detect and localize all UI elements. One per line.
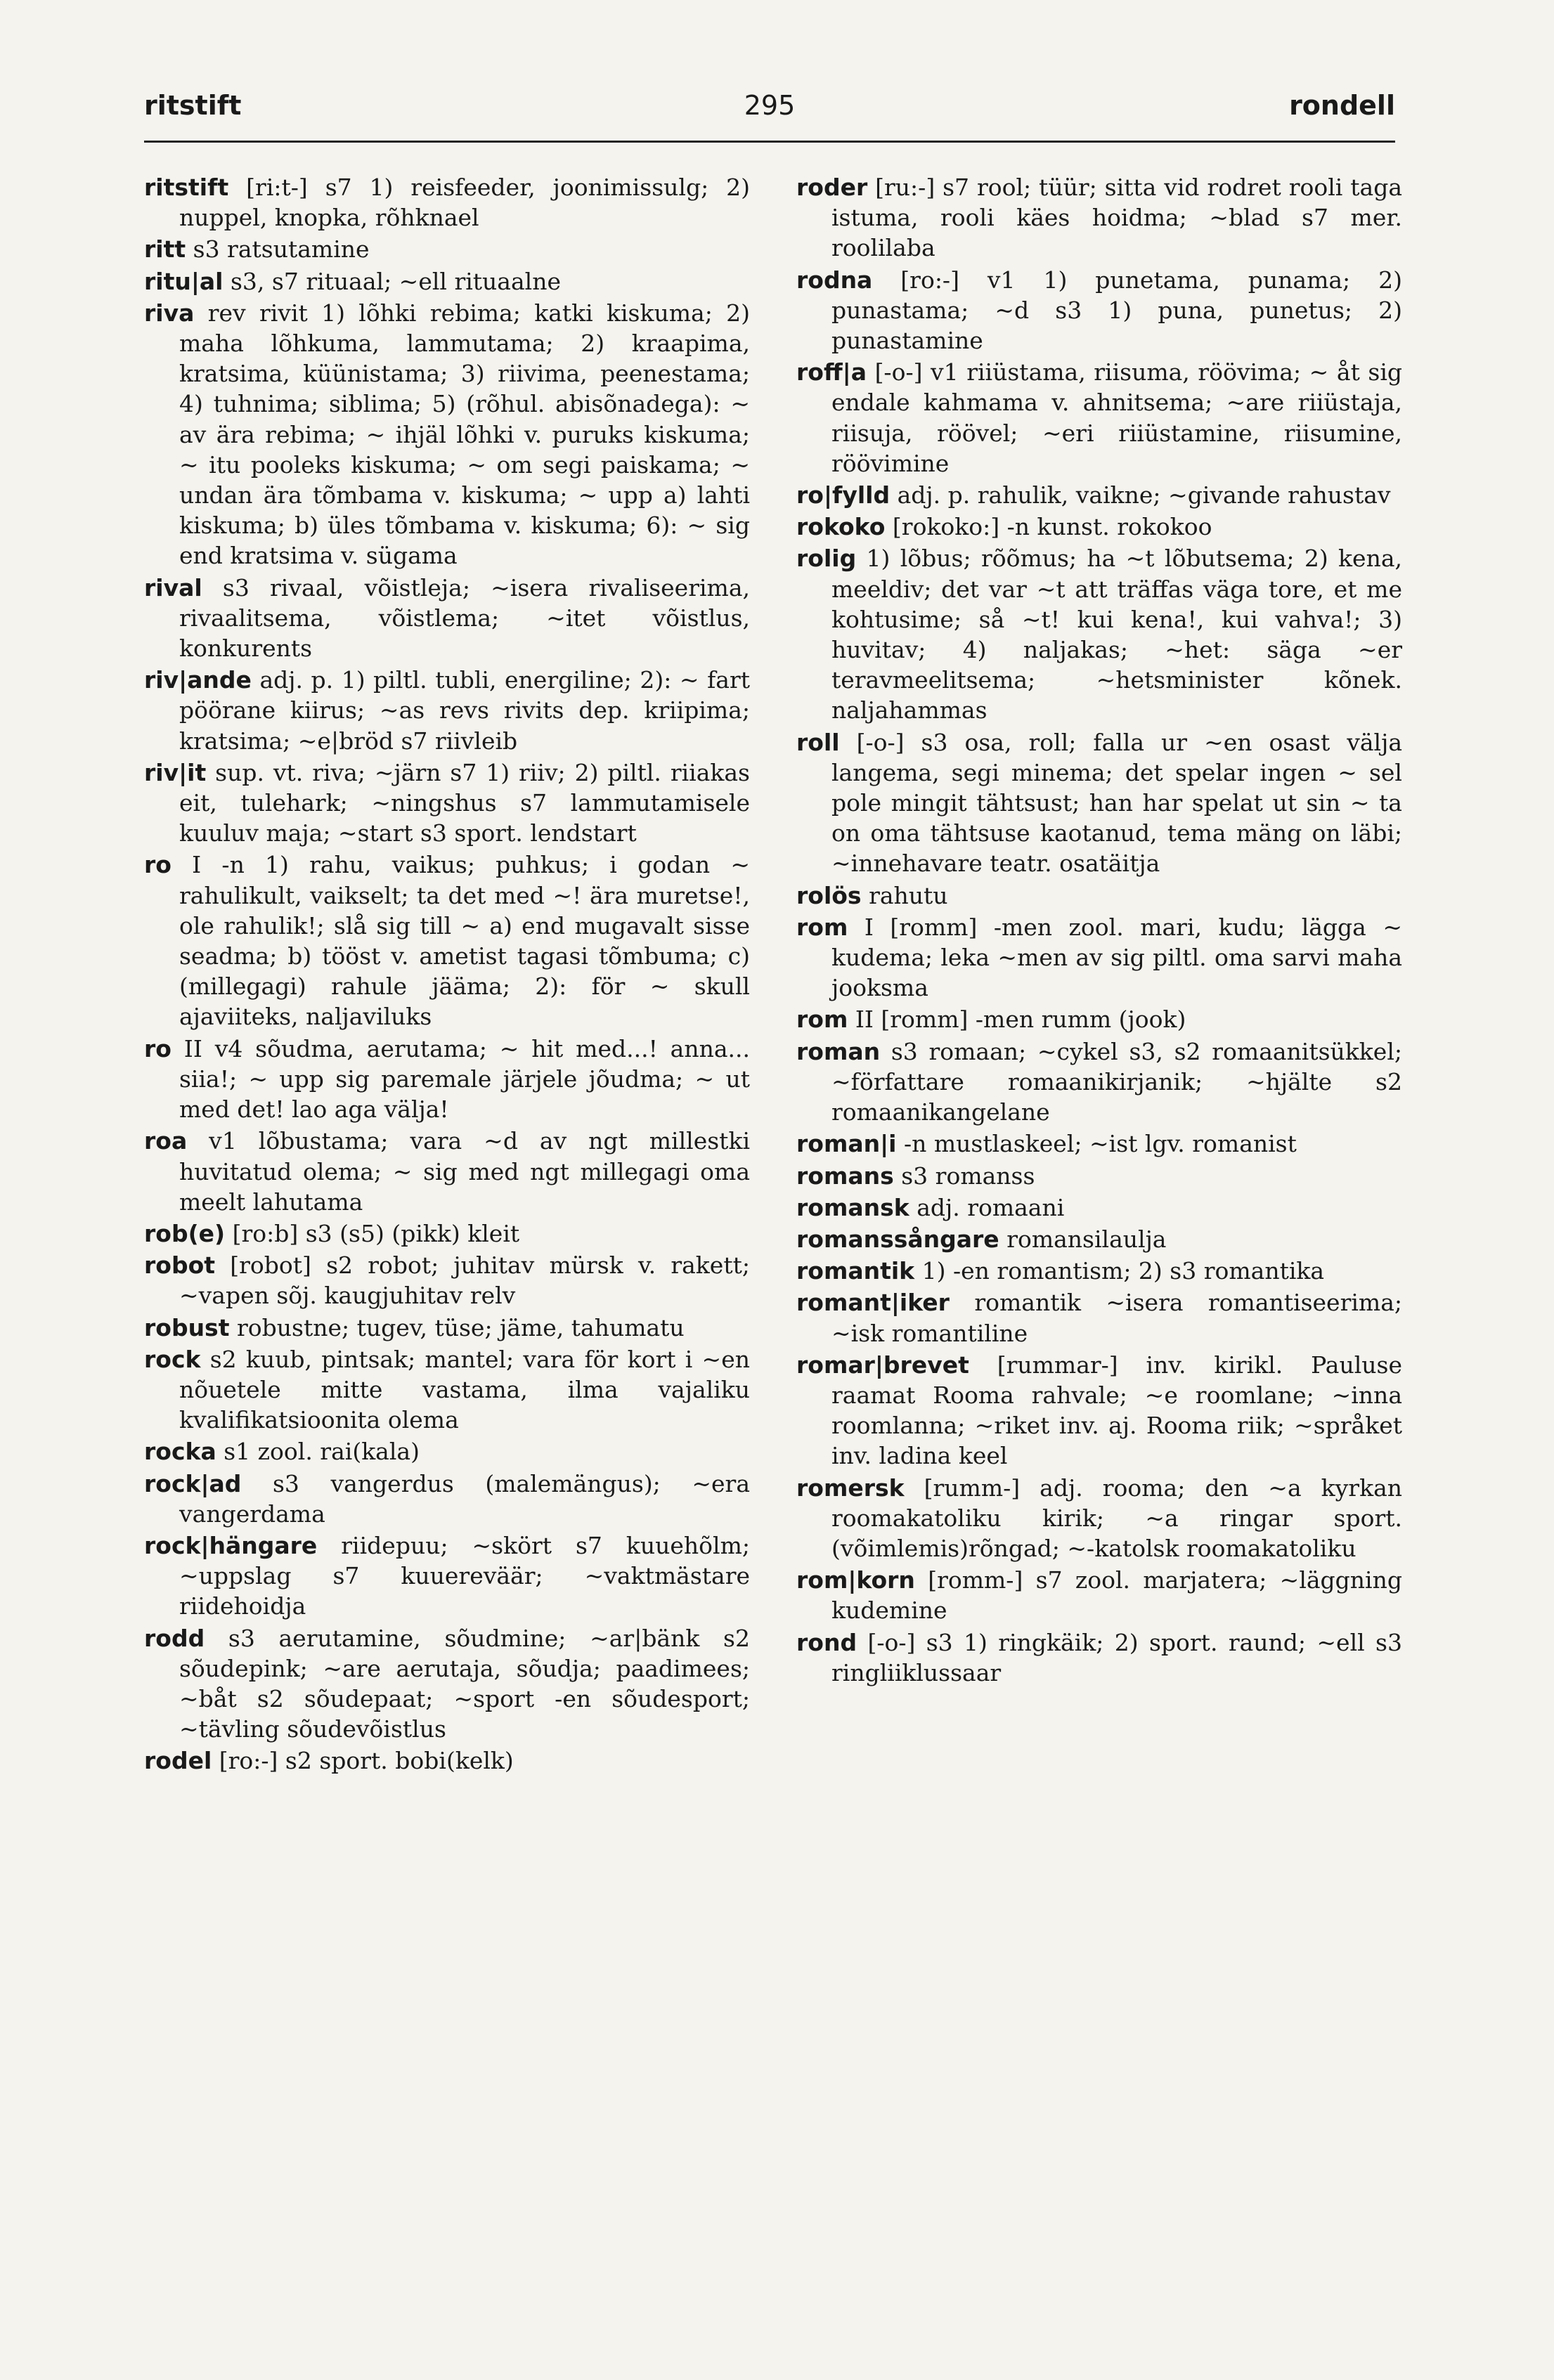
entry-definition: I -n 1) rahu, vaikus; puhkus; i godan ~ rahulikult, vaikselt; ta det med ~! ära muretse!, ole rahulik!; slå sig till ~ a) end mugavalt sisse seadma; b) tööst v. ametist tagasi tõmbuma; c) (millegagi) rahule jääma; 2): för ~ skull ajaviiteks, naljaviluks [179, 851, 750, 1031]
running-header [144, 90, 1395, 139]
dictionary-entry [144, 1126, 750, 1217]
entry-definition: I [romm] -men zool. mari, kudu; lägga ~ kudema; leka ~men av sig piltl. oma sarvi maha jooksma [831, 913, 1402, 1002]
entry-headword: rock|ad [144, 1469, 242, 1497]
entry-headword: roder [796, 174, 868, 201]
entry-headword: rolös [796, 881, 862, 909]
entry-definition: rahutu [869, 881, 948, 909]
dictionary-entry [144, 1034, 750, 1125]
header-rule [144, 141, 1395, 143]
entry-headword: romans [796, 1162, 894, 1190]
dictionary-entry [144, 1530, 750, 1622]
dictionary-entry [796, 912, 1402, 1003]
entry-headword: rom [796, 913, 848, 941]
entry-headword: romansk [796, 1193, 909, 1221]
entry-headword: ro [144, 1034, 171, 1062]
entry-definition: s3 romanss [901, 1162, 1035, 1190]
entry-headword: romar|brevet [796, 1351, 969, 1379]
dictionary-entry [796, 727, 1402, 879]
entry-headword: rond [796, 1628, 857, 1656]
page-number: 295 [744, 90, 796, 121]
dictionary-entry [796, 265, 1402, 356]
entry-definition: v1 lõbustama; vara ~d av ngt millestki huvitatud olema; ~ sig med ngt millegagi oma meelt lahutama [179, 1127, 750, 1216]
entry-definition: adj. p. rahulik, vaikne; ~givande rahustav [897, 481, 1391, 509]
entry-headword: rodd [144, 1624, 205, 1652]
dictionary-entry [144, 172, 750, 233]
dictionary-entry [796, 1565, 1402, 1625]
entry-definition: sup. vt. riva; ~järn s7 1) riiv; 2) piltl. riiakas eit, tulehark; ~ningshus s7 lammutamisele kuuluv maja; ~start s3 sport. lendstart [179, 758, 750, 847]
entry-headword: romersk [796, 1474, 905, 1502]
dictionary-entry [144, 1218, 750, 1249]
dictionary-entry [144, 757, 750, 849]
entry-headword: rodna [796, 266, 873, 294]
dictionary-entry [796, 172, 1402, 264]
entry-definition: s3 vangerdus (malemängus); ~era vangerdama [179, 1469, 750, 1528]
dictionary-entry [144, 665, 750, 756]
dictionary-entry [144, 234, 750, 264]
entry-headword: romantik [796, 1257, 915, 1285]
dictionary-entry [796, 1350, 1402, 1471]
left-column [144, 172, 750, 1778]
entry-definition: rev rivit 1) lõhki rebima; katki kiskuma; 2) maha lõhkuma, lammutama; 2) kraapima, kratsima, küünistama; 3) riivima, peenestama; 4) tuhnima; siblima; 5) (rõhul. abisõnadega): ~ av ära rebima; ~ ihjäl lõhki v. puruks kiskuma; ~ itu pooleks kiskuma; ~ om segi paiskama; ~ undan ära tõmbama v. kiskuma; ~ upp a) lahti kiskuma; b) üles tõmbama v. kiskuma; 6): ~ sig end kratsima v. sügama [179, 299, 750, 570]
entry-headword: rolig [796, 545, 857, 573]
dictionary-entry [796, 1627, 1402, 1688]
dictionary-entry [796, 1192, 1402, 1223]
entry-headword: rodel [144, 1747, 212, 1775]
entry-headword: roman [796, 1037, 881, 1065]
entry-headword: riva [144, 299, 195, 327]
entry-headword: roll [796, 728, 840, 756]
dictionary-entry [796, 1287, 1402, 1348]
dictionary-entry [144, 1469, 750, 1529]
entry-definition: [rummar-] inv. kirikl. Pauluse raamat Rooma rahvale; ~e roomlane; ~inna roomlanna; ~riket inv. aj. Rooma riik; ~språket inv. ladina keel [831, 1351, 1402, 1470]
entry-headword: rokoko [796, 513, 886, 541]
entry-headword: romanssångare [796, 1225, 999, 1253]
dictionary-entry [796, 1224, 1402, 1254]
dictionary-entry [144, 850, 750, 1032]
dictionary-entry [144, 1623, 750, 1745]
dictionary-entry [144, 1745, 750, 1776]
dictionary-entry [796, 512, 1402, 542]
entry-definition: romantik ~isera romantiseerima; ~isk romantiline [831, 1289, 1402, 1347]
right-guide-word: rondell [1289, 90, 1395, 121]
entry-headword: romant|iker [796, 1289, 950, 1317]
dictionary-entry [796, 880, 1402, 911]
entry-definition: II [romm] -men rumm (jook) [855, 1006, 1186, 1034]
dictionary-entry [144, 1344, 750, 1436]
entry-headword: rom|korn [796, 1566, 915, 1594]
entry-definition: s2 kuub, pintsak; mantel; vara för kort i ~en nõuetele mitte vastama, ilma vajaliku kvalifikatsioonita olema [179, 1345, 750, 1434]
entry-definition: [ro:-] s2 sport. bobi(kelk) [219, 1747, 514, 1775]
entry-headword: robust [144, 1313, 230, 1341]
entry-definition: s3 ratsutamine [193, 235, 370, 264]
entry-definition: 1) lõbus; rõõmus; ha ~t lõbutsema; 2) kena, meeldiv; det var ~t att träffas väga tore, et me kohtusime; så ~t! kui kena!, kui vahva!; 3) huvitav; 4) naljakas; ~het: säga ~er teravmeelitsema; ~hetsminister kõnek. naljahammas [831, 545, 1402, 724]
dictionary-entry [144, 298, 750, 571]
dictionary-entry [796, 357, 1402, 479]
dictionary-entry [144, 1436, 750, 1467]
entry-headword: rock|hängare [144, 1531, 318, 1559]
entry-headword: ritstift [144, 174, 229, 201]
dictionary-entry [796, 543, 1402, 725]
entry-definition: [ro:-] v1 1) punetama, punama; 2) punastama; ~d s3 1) puna, punetus; 2) punastamine [831, 266, 1402, 355]
entry-headword: rival [144, 573, 202, 601]
entry-definition: [romm-] s7 zool. marjatera; ~läggning kudemine [831, 1566, 1402, 1625]
dictionary-entry [796, 1004, 1402, 1034]
entry-definition: romansilaulja [1006, 1225, 1167, 1253]
entry-headword: ritt [144, 235, 186, 264]
entry-headword: roff|a [796, 358, 867, 386]
entry-headword: roa [144, 1127, 188, 1155]
dictionary-entry [144, 573, 750, 664]
dictionary-entry [144, 1250, 750, 1311]
entry-headword: rob(e) [144, 1219, 226, 1247]
entry-definition: [ri:t-] s7 1) reisfeeder, joonimissulg; 2) nuppel, knopka, rõhknael [179, 174, 750, 232]
left-guide-word: ritstift [144, 90, 242, 121]
entry-headword: riv|it [144, 758, 207, 786]
entry-definition: [-o-] s3 osa, roll; falla ur ~en osast välja langema, segi minema; det spelar ingen ~ sel pole mingit tähtsust; han har spelat ut sin ~ ta on oma tähtsuse kaotanud, tema mäng on läbi; ~innehavare teatr. osatäitja [831, 728, 1403, 878]
dictionary-entry [796, 1129, 1402, 1159]
entry-definition: adj. p. 1) piltl. tubli, energiline; 2): ~ fart pöörane kiirus; ~as revs rivits dep. kriipima; kratsima; ~e|bröd s7 riivleib [179, 666, 750, 755]
dictionary-entry [144, 1313, 750, 1343]
entry-definition: s3 rivaal, võistleja; ~isera rivaliseerima, rivaalitsema, võistlema; ~itet võistlus, konkurents [179, 573, 750, 663]
entry-definition: s3 romaan; ~cykel s3, s2 romaanitsükkel; ~författare romaanikirjanik; ~hjälte s2 romaanikangelane [831, 1037, 1402, 1126]
right-column [796, 172, 1402, 1689]
entry-definition: riidepuu; ~skört s7 kuuehõlm; ~uppslag s7 kuuereväär; ~vaktmästare riidehoidja [179, 1531, 750, 1620]
entry-headword: ritu|al [144, 267, 224, 295]
entry-headword: roman|i [796, 1130, 897, 1158]
entry-definition: [rumm-] adj. rooma; den ~a kyrkan roomakatoliku kirik; ~a ringar sport. (võimlemis)rõngad; ~-katolsk roomakatoliku [831, 1474, 1402, 1562]
entry-headword: rom [796, 1006, 848, 1034]
entry-definition: s1 zool. rai(kala) [224, 1438, 420, 1466]
entry-definition: [ru:-] s7 rool; tüür; sitta vid rodret rooli taga istuma, rooli käes hoidma; ~blad s7 mer. roolilaba [831, 174, 1402, 262]
entry-definition: 1) -en romantism; 2) s3 romantika [921, 1257, 1325, 1285]
entry-definition: robustne; tugev, tüse; jäme, tahumatu [236, 1313, 685, 1341]
dictionary-entry [796, 1036, 1402, 1128]
entry-headword: ro [144, 851, 171, 879]
entry-definition: s3 aerutamine, sõudmine; ~ar|bänk s2 sõudepink; ~are aerutaja, sõudja; paadimees; ~båt s2 sõudepaat; ~sport -en sõudesport; ~tävling sõudevõistlus [179, 1624, 750, 1743]
dictionary-entry [144, 266, 750, 297]
dictionary-entry [796, 1161, 1402, 1191]
dictionary-entry [796, 480, 1402, 510]
entry-headword: robot [144, 1251, 216, 1280]
dictionary-entry [796, 1473, 1402, 1564]
entry-headword: riv|ande [144, 666, 252, 694]
entry-definition: [-o-] s3 1) ringkäik; 2) sport. raund; ~ell s3 ringliiklussaar [831, 1628, 1402, 1686]
entry-definition: -n mustlaskeel; ~ist lgv. romanist [903, 1130, 1297, 1158]
entry-definition: s3, s7 rituaal; ~ell rituaalne [231, 267, 561, 295]
entry-definition: [robot] s2 robot; juhitav mürsk v. rakett; ~vapen sõj. kaugjuhitav relv [179, 1251, 750, 1310]
entry-definition: [rokoko:] -n kunst. rokokoo [892, 513, 1212, 541]
entry-definition: [ro:b] s3 (s5) (pikk) kleit [232, 1219, 520, 1247]
entry-headword: rocka [144, 1438, 216, 1466]
dictionary-entry [796, 1256, 1402, 1286]
entry-definition: II v4 sõudma, aerutama; ~ hit med...! anna... siia!; ~ upp sig paremale järjele jõudma; ~ ut med det! lao aga välja! [179, 1034, 750, 1124]
entry-headword: ro|fylld [796, 481, 891, 509]
entry-definition: [-o-] v1 riiüstama, riisuma, röövima; ~ åt sig endale kahmama v. ahnitsema; ~are riiüstaja, riisuja, röövel; ~eri riiüstamine, riisumine, röövimine [831, 358, 1402, 477]
entry-headword: rock [144, 1345, 201, 1373]
entry-definition: adj. romaani [917, 1193, 1065, 1221]
